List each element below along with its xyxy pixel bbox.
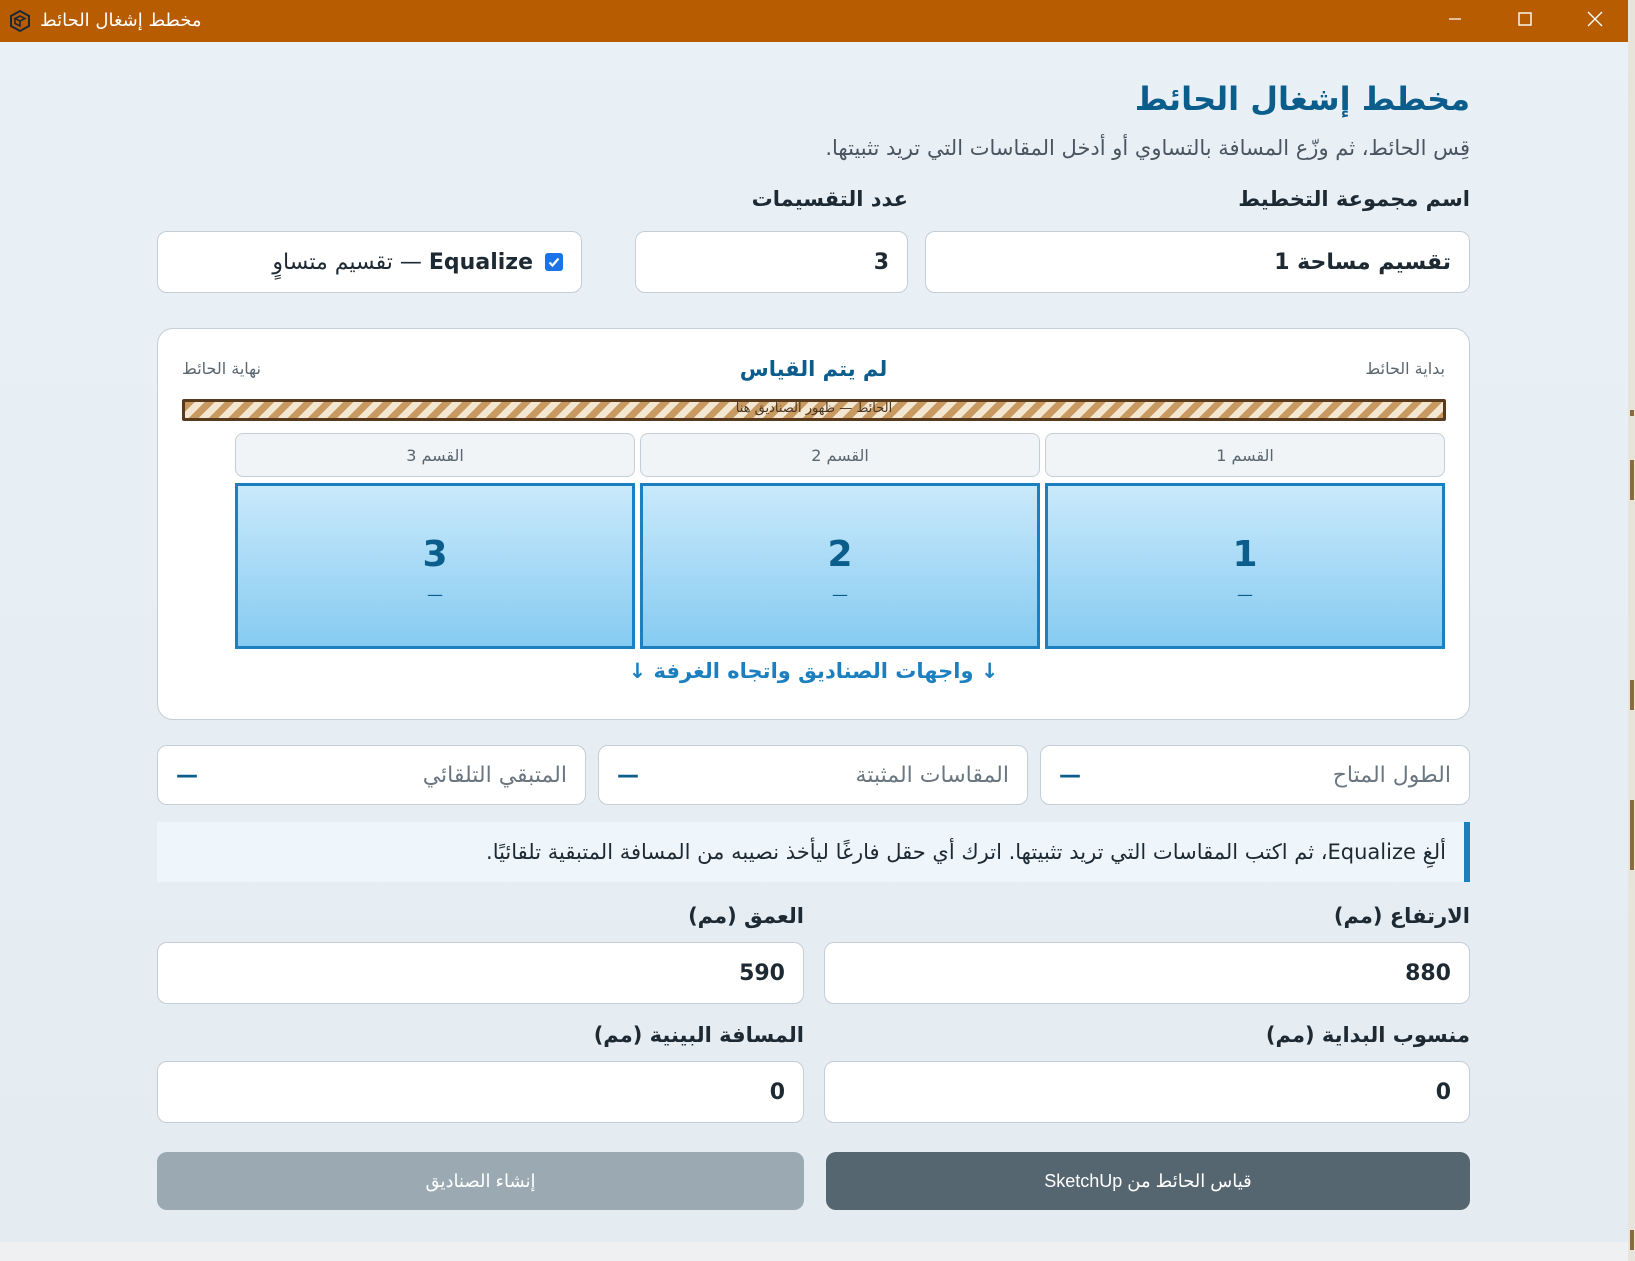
box-number: 1 <box>1232 534 1258 575</box>
section-tab-1[interactable]: القسم 1 <box>1045 433 1445 477</box>
start-offset-input[interactable] <box>824 1061 1470 1123</box>
minimize-button[interactable] <box>1420 0 1490 42</box>
equalize-checkbox[interactable] <box>545 253 563 271</box>
stat-value: — <box>176 762 198 788</box>
page-title: مخطط إشغال الحائط <box>1134 80 1470 118</box>
sketchup-logo-icon <box>8 9 32 33</box>
page-subtitle: قِس الحائط، ثم وزّع المسافة بالتساوي أو أدخل المقاسات التي تريد تثبيتها. <box>825 136 1470 160</box>
facing-note: ↓ واجهات الصناديق واتجاه الغرفة ↓ <box>628 659 999 683</box>
height-label: الارتفاع (مم) <box>1333 904 1470 928</box>
box-number: 3 <box>422 534 448 575</box>
measure-wall-button[interactable]: قياس الحائط من SketchUp <box>826 1152 1470 1210</box>
height-input[interactable] <box>824 942 1470 1004</box>
box-number: 2 <box>827 534 853 575</box>
wall-bar <box>182 399 1446 421</box>
stat-value: — <box>617 762 639 788</box>
auto-remaining-stat <box>157 745 586 805</box>
window-title: مخطط إشغال الحائط <box>40 10 202 31</box>
wall-end-label: نهاية الحائط <box>182 359 261 378</box>
fixed-sizes-stat <box>598 745 1028 805</box>
stat-label: المقاسات المثبتة <box>855 762 1009 788</box>
box-size: — <box>427 585 443 604</box>
depth-input[interactable] <box>157 942 804 1004</box>
bottom-strip <box>0 1242 1628 1261</box>
wall-bar-text: الحائط — ظهور الصناديق هنا <box>735 401 893 416</box>
group-name-input[interactable] <box>925 231 1470 293</box>
stat-label: المتبقي التلقائي <box>422 762 567 788</box>
hint-note: ألغِ Equalize، ثم اكتب المقاسات التي تريد تثبيتها. اترك أي حقل فارغًا ليأخذ نصيبه من المسافة المتبقية تلقائيًا. <box>157 822 1470 882</box>
close-button[interactable] <box>1560 0 1628 42</box>
box-3[interactable] <box>235 483 635 649</box>
section-tab-3[interactable]: القسم 3 <box>235 433 635 477</box>
create-boxes-button[interactable]: إنشاء الصناديق <box>157 1152 804 1210</box>
wall-status: لم يتم القياس <box>739 357 888 381</box>
box-size: — <box>832 585 848 604</box>
stat-value: — <box>1059 762 1081 788</box>
background-window-edge <box>1628 0 1635 1261</box>
maximize-icon <box>1517 11 1533 31</box>
box-1[interactable] <box>1045 483 1445 649</box>
gap-label: المسافة البينية (مم) <box>593 1023 804 1047</box>
box-2[interactable] <box>640 483 1040 649</box>
depth-label: العمق (مم) <box>688 904 804 928</box>
title-bar <box>0 0 1628 42</box>
close-icon <box>1586 10 1604 32</box>
maximize-button[interactable] <box>1490 0 1560 42</box>
start-offset-label: منسوب البداية (مم) <box>1265 1023 1470 1047</box>
equalize-field[interactable] <box>157 231 582 293</box>
equalize-label-rest: — تقسيم متساوٍ <box>272 249 429 275</box>
divisions-input[interactable] <box>635 231 908 293</box>
section-tab-2[interactable]: القسم 2 <box>640 433 1040 477</box>
stat-label: الطول المتاح <box>1332 762 1451 788</box>
gap-input[interactable] <box>157 1061 804 1123</box>
equalize-label-strong: Equalize <box>428 249 533 275</box>
box-size: — <box>1237 585 1253 604</box>
wall-start-label: بداية الحائط <box>1365 359 1445 378</box>
minimize-icon <box>1447 11 1463 31</box>
checkmark-icon <box>547 255 561 269</box>
divisions-label: عدد التقسيمات <box>751 187 908 211</box>
available-length-stat <box>1040 745 1470 805</box>
equalize-label <box>272 250 533 275</box>
main-content <box>157 42 1470 1242</box>
group-name-label: اسم مجموعة التخطيط <box>1238 187 1470 211</box>
wall-panel <box>157 328 1470 720</box>
